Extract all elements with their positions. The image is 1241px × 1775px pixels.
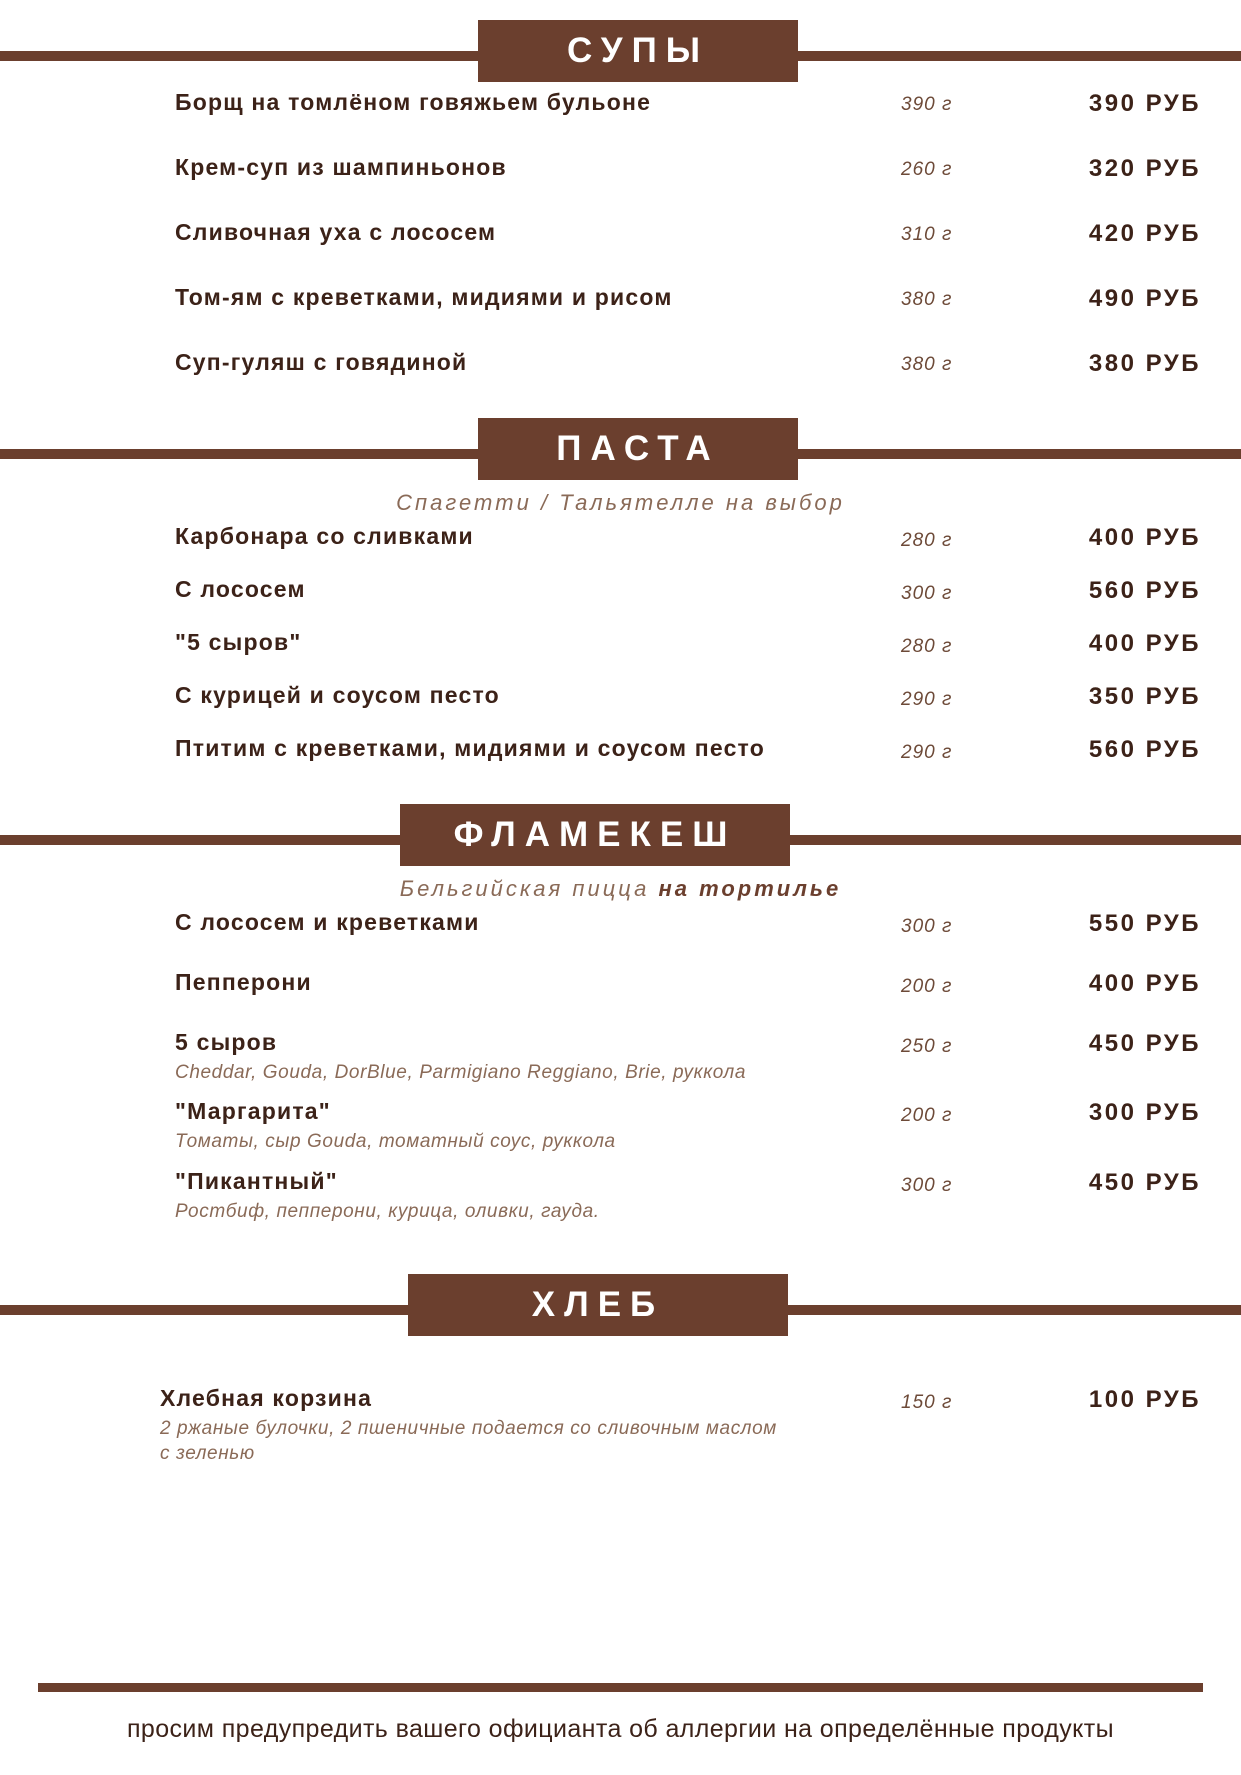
items-bread [0,1384,1241,1466]
item-description: Ростбиф, пепперони, курица, оливки, гауда. [175,1200,600,1222]
section-soups [0,20,1241,396]
item-main [160,1384,901,1466]
spacer [0,1342,1241,1384]
item-weight: 310 г [901,224,953,245]
section-title-bread: ХЛЕБ [408,1274,788,1336]
subtitle-text: Бельгийская пицца [399,876,659,901]
item-main [175,283,901,312]
menu-item-row [175,1028,1201,1085]
item-weight: 200 г [901,976,953,997]
item-weight: 390 г [901,94,953,115]
section-bread [0,1274,1241,1466]
items-pasta [0,522,1241,778]
item-main [175,1028,901,1085]
menu-item-row [175,153,1201,201]
item-price: 450 РУБ [1088,1168,1201,1196]
item-price: 550 РУБ [1088,910,1201,937]
menu-item-row [175,88,1201,136]
menu-item-row [175,734,1201,778]
footer [0,1683,1241,1775]
item-main [175,575,901,604]
item-main [175,734,901,763]
item-main [175,218,901,247]
item-weight: 200 г [901,1105,953,1127]
item-main [175,522,901,551]
section-title-soups: СУПЫ [478,20,798,82]
item-main [175,348,901,377]
item-weight: 280 г [901,636,953,657]
item-name: 5 сыров [175,1029,278,1055]
item-description: Томаты, сыр Gouda, томатный соус, руккола [175,1131,616,1153]
section-subtitle-pasta: Спагетти / Тальятелле на выбор [396,490,845,515]
section-header-pasta [0,418,1241,480]
item-price: 400 РУБ [1088,524,1201,551]
item-weight: 380 г [901,354,953,375]
item-weight: 380 г [901,289,953,310]
item-name: Сливочная уха с лососем [175,219,497,245]
item-weight: 280 г [901,530,953,551]
items-flammekueche [0,908,1241,1224]
item-price: 490 РУБ [1088,285,1201,312]
item-name: С курицей и соусом песто [175,682,500,708]
item-price: 450 РУБ [1088,1030,1201,1057]
item-main [175,628,901,657]
menu-item-row [175,1097,1201,1154]
item-name: Хлебная корзина [160,1385,373,1412]
item-price: 350 РУБ [1088,683,1201,710]
item-weight: 300 г [901,583,953,604]
item-weight: 250 г [901,1036,953,1057]
menu-item-row [175,218,1201,266]
item-price: 300 РУБ [1088,1099,1201,1127]
section-header-flammekueche [0,804,1241,866]
item-name: "Пикантный" [175,1167,338,1194]
menu-page [0,20,1241,1775]
item-price: 400 РУБ [1088,630,1201,657]
menu-item-row [175,348,1201,396]
item-price: 420 РУБ [1088,220,1201,247]
item-name: С лососем [175,576,306,602]
item-name: "5 сыров" [175,629,302,655]
item-weight: 150 г [901,1392,953,1414]
section-header-bread [0,1274,1241,1336]
item-name: С лососем и креветками [175,909,480,935]
item-name: Суп-гуляш с говядиной [175,349,468,375]
item-main [175,908,901,937]
menu-item-row [175,283,1201,331]
menu-item-row [175,681,1201,725]
item-weight: 290 г [901,742,953,763]
allergy-note: просим предупредить вашего официанта об аллергии на определённые продукты [126,1715,1115,1743]
menu-item-row [160,1384,1201,1466]
item-price: 560 РУБ [1088,577,1201,604]
menu-item-row [175,1167,1201,1224]
menu-item-row [175,908,1201,956]
footer-rule [38,1683,1203,1692]
item-name: Пепперони [175,969,312,995]
item-price: 320 РУБ [1088,155,1201,182]
item-main [175,153,901,182]
item-name: Борщ на томлёном говяжьем бульоне [175,89,652,115]
item-weight: 300 г [901,916,953,937]
item-main [175,88,901,117]
item-description: 2 ржаные булочки, 2 пшеничные подается со сливочным маслом с зеленью [160,1418,777,1464]
section-subtitle-flammekueche [0,876,1241,902]
section-header-soups [0,20,1241,82]
item-price: 100 РУБ [1088,1386,1201,1414]
item-price: 380 РУБ [1088,350,1201,377]
item-name: Птитим с креветками, мидиями и соусом песто [175,735,765,761]
section-pasta [0,418,1241,778]
item-name: Том-ям с креветками, мидиями и рисом [175,284,673,310]
menu-item-row [175,522,1201,566]
section-title-flammekueche: ФЛАМЕКЕШ [400,804,790,866]
item-weight: 300 г [901,1174,953,1196]
menu-item-row [175,968,1201,1016]
item-description: Cheddar, Gouda, DorBlue, Parmigiano Reggiano, Brie, руккола [175,1061,747,1083]
menu-item-row [175,575,1201,619]
section-flammekueche [0,804,1241,1224]
menu-item-row [175,628,1201,672]
item-price: 400 РУБ [1088,970,1201,997]
item-name: Карбонара со сливками [175,523,474,549]
item-weight: 260 г [901,159,953,180]
items-soups [0,88,1241,396]
item-main [175,1167,901,1224]
item-price: 560 РУБ [1088,736,1201,763]
item-main [175,1097,901,1154]
item-weight: 290 г [901,689,953,710]
item-name: "Маргарита" [175,1098,331,1125]
item-name: Крем-суп из шампиньонов [175,154,507,180]
item-main [175,681,901,710]
section-title-pasta: ПАСТА [478,418,798,480]
subtitle-emphasis: на тортилье [658,876,842,901]
item-price: 390 РУБ [1088,90,1201,117]
item-main [175,968,901,997]
